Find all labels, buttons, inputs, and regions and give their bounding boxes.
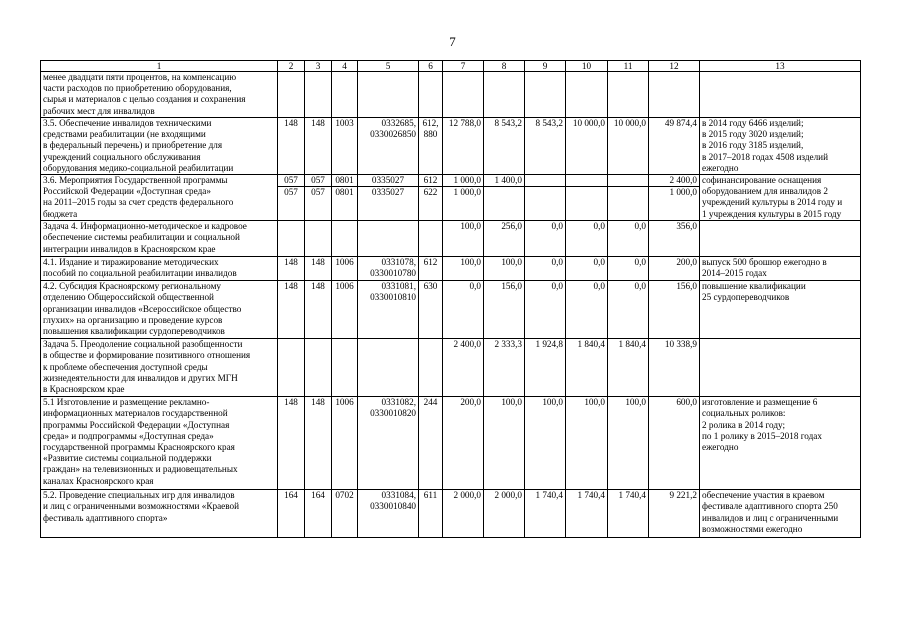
value-cell: 10 000,0: [566, 118, 608, 175]
text-line: в 2016 году 3185 изделий,: [702, 140, 804, 151]
text-line: повышения квалификации сурдопереводчиков: [43, 326, 225, 337]
text-line: оборудования медико-социальной реабилитации: [43, 162, 234, 173]
value-cell: 1 000,0: [443, 187, 484, 221]
value-cell: 0,0: [566, 221, 608, 257]
code-cell: 612: [419, 257, 443, 281]
text-line: 612,: [422, 118, 439, 128]
value-cell: 2 400,0: [443, 339, 484, 397]
code-cell: 057: [278, 175, 305, 187]
code-cell: 148: [305, 257, 332, 281]
text-line: софинансирование оснащения: [702, 175, 822, 186]
code-cell: 1006: [332, 397, 358, 490]
program-activities-table: [40, 60, 861, 538]
expected-result: [700, 118, 861, 175]
text-line: 0330010820: [370, 408, 416, 419]
code-cell: [358, 118, 419, 175]
code-cell: 1006: [332, 281, 358, 339]
task-description: [41, 221, 278, 257]
header-cell: 3: [305, 61, 332, 72]
value-cell: 0,0: [608, 281, 649, 339]
code-cell: 1003: [332, 118, 358, 175]
code-cell: 1006: [332, 257, 358, 281]
expected-result: [700, 257, 861, 281]
activity-description: [41, 72, 278, 118]
text-line: в федеральный перечень) и приобретение для: [43, 140, 223, 151]
text-line: 5.2. Проведение специальных игр для инвалидов: [43, 490, 235, 501]
value-cell: 100,0: [484, 397, 525, 490]
total-cell: 156,0: [649, 281, 700, 339]
value-cell: 100,0: [566, 397, 608, 490]
header-cell: 8: [484, 61, 525, 72]
text-line: ежегодно: [702, 162, 739, 173]
header-cell: 2: [278, 61, 305, 72]
value-cell: 10 000,0: [608, 118, 649, 175]
text-line: 880: [423, 129, 438, 140]
text-line: 0331084,: [381, 490, 416, 501]
text-line: 1 учреждения культуры в 2015 году: [702, 208, 842, 219]
value-cell: 1 740,4: [566, 490, 608, 538]
header-cell: 5: [358, 61, 419, 72]
value-cell: 2 000,0: [443, 490, 484, 538]
table-row: [41, 397, 861, 490]
text-line: обеспечение участия в краевом: [702, 490, 825, 501]
code-cell: [358, 257, 419, 281]
value-cell: 156,0: [484, 281, 525, 339]
text-line: в Красноярском крае: [43, 384, 125, 395]
total-cell: 1 000,0: [649, 187, 700, 221]
text-line: 3.6. Мероприятия Государственной программы: [43, 175, 228, 186]
header-cell: 9: [525, 61, 566, 72]
code-cell: 612: [419, 175, 443, 187]
text-line: повышение квалификации: [702, 281, 806, 292]
value-cell: 100,0: [484, 257, 525, 281]
text-line: 0330010780: [370, 268, 416, 279]
text-line: 2 ролика в 2014 году;: [702, 419, 786, 430]
header-cell: 12: [649, 61, 700, 72]
text-line: в 2014 году 6466 изделий;: [702, 118, 804, 128]
value-cell: 1 740,4: [608, 490, 649, 538]
table-row: [41, 72, 861, 118]
value-cell: 1 400,0: [484, 175, 525, 187]
value-cell: 12 788,0: [443, 118, 484, 175]
total-cell: 600,0: [649, 397, 700, 490]
header-cell: 13: [700, 61, 861, 72]
text-line: отделению Общероссийской общественной: [43, 292, 214, 303]
value-cell: 1 840,4: [566, 339, 608, 397]
text-line: каналах Красноярского края: [43, 475, 154, 486]
table-row: [41, 339, 861, 397]
total-cell: 356,0: [649, 221, 700, 257]
text-line: учреждений социального обслуживания: [43, 151, 201, 162]
value-cell: 200,0: [443, 397, 484, 490]
header-cell: 11: [608, 61, 649, 72]
text-line: 0330010840: [370, 501, 416, 512]
text-line: инвалидов и лиц с ограниченными: [702, 512, 839, 523]
text-line: и лиц с ограниченными возможностями «Краевой: [43, 501, 240, 512]
text-line: «Развитие системы социальной поддержки: [43, 453, 212, 464]
text-line: в 2017–2018 годах 4508 изделий: [702, 151, 829, 162]
text-line: 3.5. Обеспечение инвалидов техническими: [43, 118, 212, 128]
activity-description: [41, 118, 278, 175]
activity-description: [41, 490, 278, 538]
code-cell: 148: [278, 397, 305, 490]
value-cell: 1 000,0: [443, 175, 484, 187]
header-row: [41, 61, 861, 72]
value-cell: 0,0: [608, 257, 649, 281]
text-line: к проблеме обеспечения доступной среды: [43, 361, 208, 372]
table-row: [41, 490, 861, 538]
value-cell: 8 543,2: [525, 118, 566, 175]
text-line: 25 сурдопереводчиков: [702, 292, 790, 303]
text-line: 4.2. Субсидия Красноярскому региональному: [43, 281, 222, 292]
code-cell: 164: [305, 490, 332, 538]
value-cell: 2 333,3: [484, 339, 525, 397]
total-cell: 10 338,9: [649, 339, 700, 397]
value-cell: 0,0: [443, 281, 484, 339]
code-cell: 148: [305, 281, 332, 339]
table-row: [41, 221, 861, 257]
code-cell: [358, 281, 419, 339]
text-line: фестиваль адаптивного спорта»: [43, 512, 168, 523]
header-cell: 1: [41, 61, 278, 72]
text-line: средствами реабилитации (не входящими: [43, 129, 206, 140]
value-cell: 1 924,8: [525, 339, 566, 397]
header-cell: 7: [443, 61, 484, 72]
text-line: рабочих мест для инвалидов: [43, 105, 155, 116]
activity-description: [41, 257, 278, 281]
code-cell: 148: [278, 257, 305, 281]
text-line: 0331081,: [381, 281, 416, 292]
value-cell: 0,0: [566, 257, 608, 281]
text-line: интеграции инвалидов в Красноярском крае: [43, 243, 216, 254]
text-line: среда» и подпрограммы «Доступная среда»: [43, 430, 214, 441]
value-cell: 0,0: [525, 281, 566, 339]
code-cell: 057: [278, 187, 305, 221]
text-line: социальных роликов:: [702, 408, 786, 419]
code-cell: 057: [305, 187, 332, 221]
value-cell: 2 000,0: [484, 490, 525, 538]
text-line: ежегодно: [702, 442, 739, 453]
text-line: 0330010810: [370, 292, 416, 303]
table-row: [41, 118, 861, 175]
total-cell: 49 874,4: [649, 118, 700, 175]
activity-description: [41, 281, 278, 339]
text-line: фестивале адаптивного спорта 250: [702, 501, 838, 512]
value-cell: 8 543,2: [484, 118, 525, 175]
code-cell: 0702: [332, 490, 358, 538]
code-cell: 148: [278, 281, 305, 339]
code-cell: 148: [305, 118, 332, 175]
code-cell: 0335027: [358, 187, 419, 221]
expected-result: [700, 281, 861, 339]
header-cell: 6: [419, 61, 443, 72]
text-line: 0332685,: [381, 118, 416, 128]
value-cell: 0,0: [525, 257, 566, 281]
header-cell: 4: [332, 61, 358, 72]
table-row: [41, 175, 861, 187]
text-line: Российской Федерации «Доступная среда»: [43, 186, 211, 197]
activity-description: [41, 397, 278, 490]
text-line: по 1 ролику в 2015–2018 годах: [702, 430, 822, 441]
text-line: изготовление и размещение 6: [702, 397, 818, 408]
text-line: Задача 5. Преодоление социальной разобщенности: [43, 339, 243, 350]
text-line: 0331078,: [381, 257, 416, 268]
text-line: учреждений культуры в 2014 году и: [702, 197, 843, 208]
code-cell: 057: [305, 175, 332, 187]
value-cell: 100,0: [443, 257, 484, 281]
code-cell: 164: [278, 490, 305, 538]
code-cell: 611: [419, 490, 443, 538]
text-line: сырья и материалов с целью создания и сохранения: [43, 94, 246, 105]
text-line: организации инвалидов «Всероссийское общество: [43, 303, 242, 314]
value-cell: 0,0: [525, 221, 566, 257]
text-line: программы Российской Федерации «Доступная: [43, 419, 230, 430]
expected-result: [700, 175, 861, 221]
value-cell: 100,0: [443, 221, 484, 257]
value-cell: 256,0: [484, 221, 525, 257]
text-line: 4.1. Издание и тиражирование методических: [43, 257, 219, 268]
text-line: части расходов по приобретению оборудования,: [43, 83, 232, 94]
text-line: 0331082,: [381, 397, 416, 408]
text-line: на 2011–2015 годы за счет средств федерального: [43, 197, 234, 208]
code-cell: [358, 490, 419, 538]
code-cell: 0335027: [358, 175, 419, 187]
code-cell: [419, 118, 443, 175]
code-cell: 630: [419, 281, 443, 339]
value-cell: 0,0: [608, 221, 649, 257]
table-row: [41, 257, 861, 281]
text-line: глухих» на организацию и проведение курсов: [43, 314, 223, 325]
value-cell: 100,0: [608, 397, 649, 490]
text-line: оборудованием для инвалидов 2: [702, 186, 828, 197]
text-line: в 2015 году 3020 изделий;: [702, 129, 804, 140]
code-cell: 622: [419, 187, 443, 221]
text-line: жизнедеятельности для инвалидов и других МГН: [43, 372, 238, 383]
text-line: выпуск 500 брошюр ежегодно в: [702, 257, 827, 268]
text-line: граждан» на телевизионных и радиовещательных: [43, 464, 238, 475]
code-cell: 0801: [332, 187, 358, 221]
text-line: 5.1 Изготовление и размещение рекламно-: [43, 397, 210, 408]
table-row: [41, 281, 861, 339]
code-cell: [358, 397, 419, 490]
text-line: 2014–2015 годах: [702, 268, 767, 279]
expected-result: [700, 397, 861, 490]
value-cell: 1 840,4: [608, 339, 649, 397]
page-number: 7: [449, 34, 456, 49]
code-cell: 148: [305, 397, 332, 490]
text-line: в обществе и формирование позитивного отношения: [43, 350, 251, 361]
code-cell: 0801: [332, 175, 358, 187]
activity-description: [41, 175, 278, 221]
value-cell: 0,0: [566, 281, 608, 339]
code-cell: 148: [278, 118, 305, 175]
text-line: менее двадцати пяти процентов, на компенсацию: [43, 72, 237, 82]
text-line: государственной программы Красноярского края: [43, 442, 235, 453]
text-line: бюджета: [43, 208, 78, 219]
expected-result: [700, 490, 861, 538]
task-description: [41, 339, 278, 397]
text-line: обеспечение системы реабилитации и социальной: [43, 232, 240, 243]
text-line: Задача 4. Информационно-методическое и кадровое: [43, 221, 247, 232]
value-cell: 100,0: [525, 397, 566, 490]
total-cell: 200,0: [649, 257, 700, 281]
total-cell: 9 221,2: [649, 490, 700, 538]
text-line: информационных материалов государственной: [43, 408, 228, 419]
text-line: пособий по социальной реабилитации инвалидов: [43, 268, 237, 279]
code-cell: 244: [419, 397, 443, 490]
value-cell: 1 740,4: [525, 490, 566, 538]
text-line: 0330026850: [370, 129, 416, 140]
total-cell: 2 400,0: [649, 175, 700, 187]
header-cell: 10: [566, 61, 608, 72]
text-line: возможностями ежегодно: [702, 523, 803, 534]
